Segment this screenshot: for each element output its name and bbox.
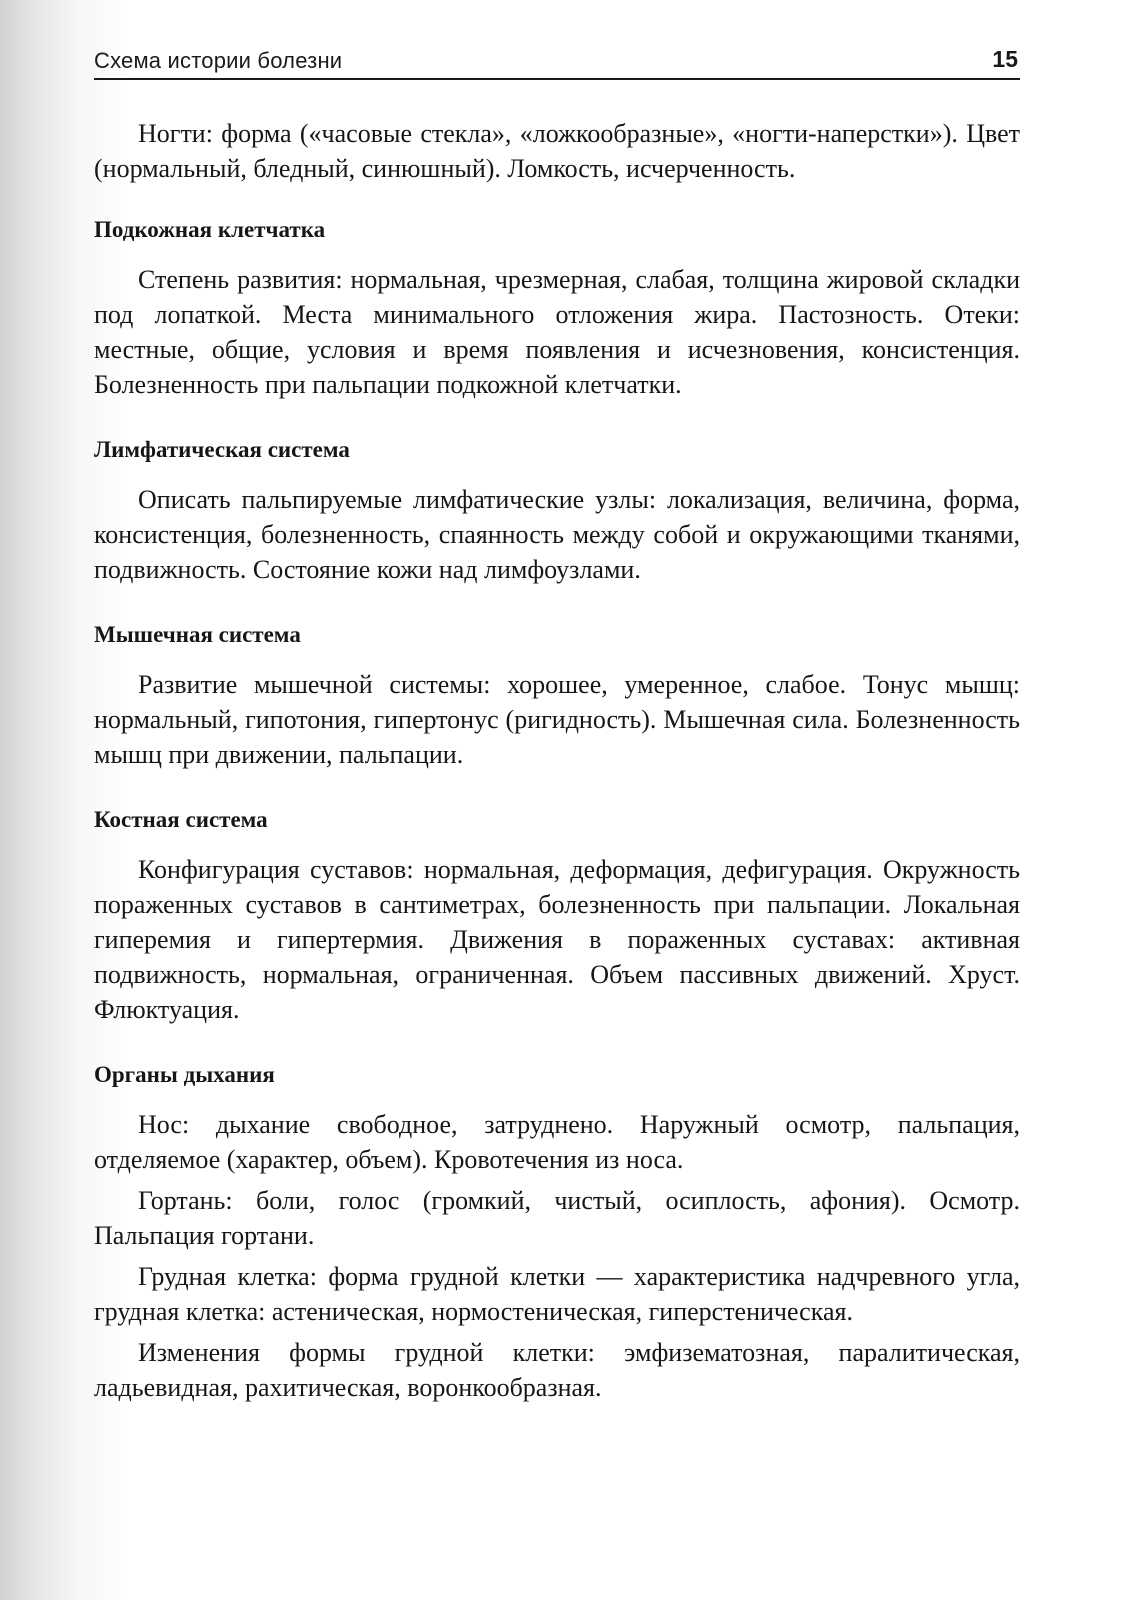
heading-lymphatic: Лимфатическая система <box>94 437 350 462</box>
page-body <box>94 116 1020 1405</box>
paragraph-lymphatic: Описать пальпируемые лимфатические узлы: локализация, величина, форма, консистенция, болезненность, спаянность между собой и окружающими тканями, подвижность. Состояние кожи над лимфоузлами. <box>94 485 1020 584</box>
paragraph-muscular: Развитие мышечной системы: хорошее, умеренное, слабое. Тонус мышц: нормальный, гипотония, гипертонус (ригидность). Мышечная сила. Болезненность мышц при движении, пальпации. <box>94 670 1020 769</box>
paragraph-nose: Нос: дыхание свободное, затруднено. Наружный осмотр, пальпация, отделяемое (характер, объем). Кровотечения из носа. <box>94 1110 1020 1174</box>
paragraph-chest-changes: Изменения формы грудной клетки: эмфизематозная, паралитическая, ладьевидная, рахитическая, воронкообразная. <box>94 1338 1020 1402</box>
running-title: Схема истории болезни <box>94 48 343 73</box>
heading-respiratory: Органы дыхания <box>94 1062 275 1087</box>
paragraph-nails: Ногти: форма («часовые стекла», «ложкообразные», «ногти-наперстки»). Цвет (нормальный, бледный, синюшный). Ломкость, исчерченность. <box>94 119 1020 183</box>
paragraph-chest: Грудная клетка: форма грудной клетки — характеристика надчревного угла, грудная клетка: астеническая, нормостеническая, гиперстеническая. <box>94 1262 1020 1326</box>
paragraph-skeletal: Конфигурация суставов: нормальная, деформация, дефигурация. Окружность пораженных суставов в сантиметрах, болезненность при пальпации. Локальная гиперемия и гипертермия. Движения в пораженных суставах: активная подвижность, нормальная, ограниченная. Объем пассивных движений. Хруст. Флюктуация. <box>94 855 1020 1024</box>
heading-subcutaneous: Подкожная клетчатка <box>94 217 326 242</box>
page-number: 15 <box>992 46 1018 72</box>
paragraph-subcutaneous: Степень развития: нормальная, чрезмерная, слабая, толщина жировой складки под лопаткой. Места минимального отложения жира. Пастозность. Отеки: местные, общие, условия и время появления и исчезновения, консистенция. Болезненность при пальпации подкожной клетчатки. <box>94 265 1020 399</box>
running-header <box>94 44 1020 80</box>
paragraph-larynx: Гортань: боли, голос (громкий, чистый, осиплость, афония). Осмотр. Пальпация гортани. <box>94 1186 1020 1250</box>
heading-muscular: Мышечная система <box>94 622 301 647</box>
heading-skeletal: Костная система <box>94 807 268 832</box>
